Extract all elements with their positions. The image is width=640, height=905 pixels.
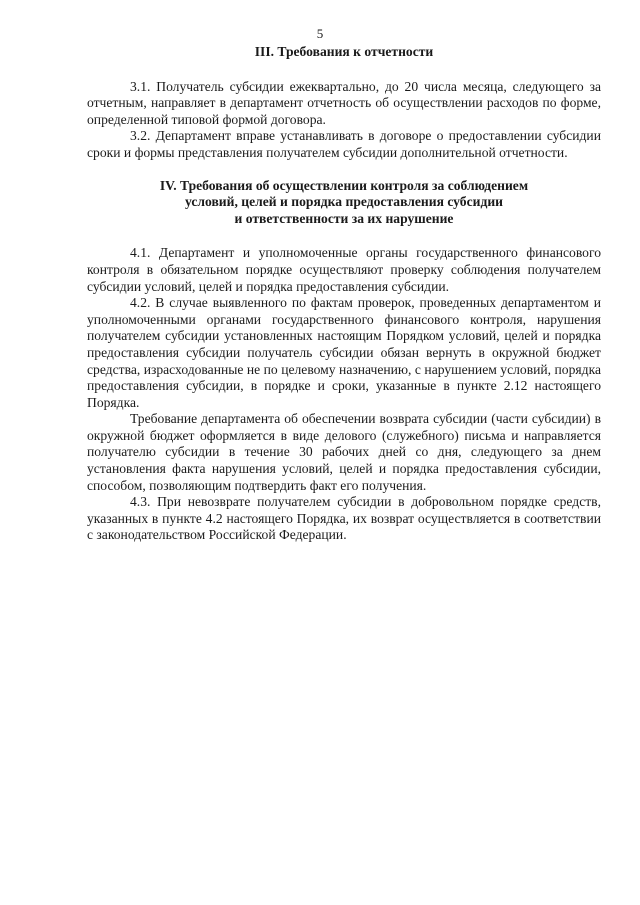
paragraph-4-2: 4.2. В случае выявленного по фактам проверок, проведенных департаментом и уполномоченными органами государственного финансового контроля, нарушения получателем субсидии установленных настоящим Порядком условий, целей и порядка предоставления субсидии получатель субсидии обязан вернуть в окружной бюджет средства, израсходованные не по целевому назначению, с нарушением условий, порядка предоставления субсидии, в порядке и сроки, указанные в пункте 2.12 настоящего Порядка.: [87, 295, 601, 410]
paragraph-3-1: 3.1. Получатель субсидии ежеквартально, до 20 числа месяца, следующего за отчетным, направляет в департамент отчетность об осуществлении расходов по форме, определенной типовой формой договора.: [87, 78, 601, 127]
section-4-heading-line: и ответственности за их нарушение: [234, 210, 454, 226]
paragraph-4-2-requirement: Требование департамента об обеспечении возврата субсидии (части субсидии) в окружной бюджет оформляется в виде делового (служебного) письма и направляется получателю субсидии в течение 30 рабочих дней со дня, следующего за днем установления факта нарушения условий, целей и порядка предоставления субсидии, способом, позволяющим подтвердить факт его получения.: [87, 411, 601, 493]
section-3-heading: III. Требования к отчетности: [254, 44, 434, 59]
section-4-heading-line: условий, целей и порядка предоставления субсидии: [184, 194, 504, 210]
page-number: 5: [316, 26, 324, 41]
paragraph-4-3: 4.3. При невозврате получателем субсидии в добровольном порядке средств, указанных в пункте 4.2 настоящего Порядка, их возврат осуществляется в соответствии с законодательством Российской Федерации.: [87, 494, 601, 543]
section-4-heading: [87, 178, 601, 228]
paragraph-3-2: 3.2. Департамент вправе устанавливать в договоре о предоставлении субсидии сроки и формы представления получателем субсидии дополнительной отчетности.: [87, 128, 601, 160]
paragraph-4-1: 4.1. Департамент и уполномоченные органы государственного финансового контроля в обязательном порядке осуществляют проверку соблюдения получателем субсидии условий, целей и порядка предоставления субсидии.: [87, 245, 601, 294]
section-4-heading-line: IV. Требования об осуществлении контроля за соблюдением: [159, 177, 529, 193]
document-body: [87, 44, 601, 544]
